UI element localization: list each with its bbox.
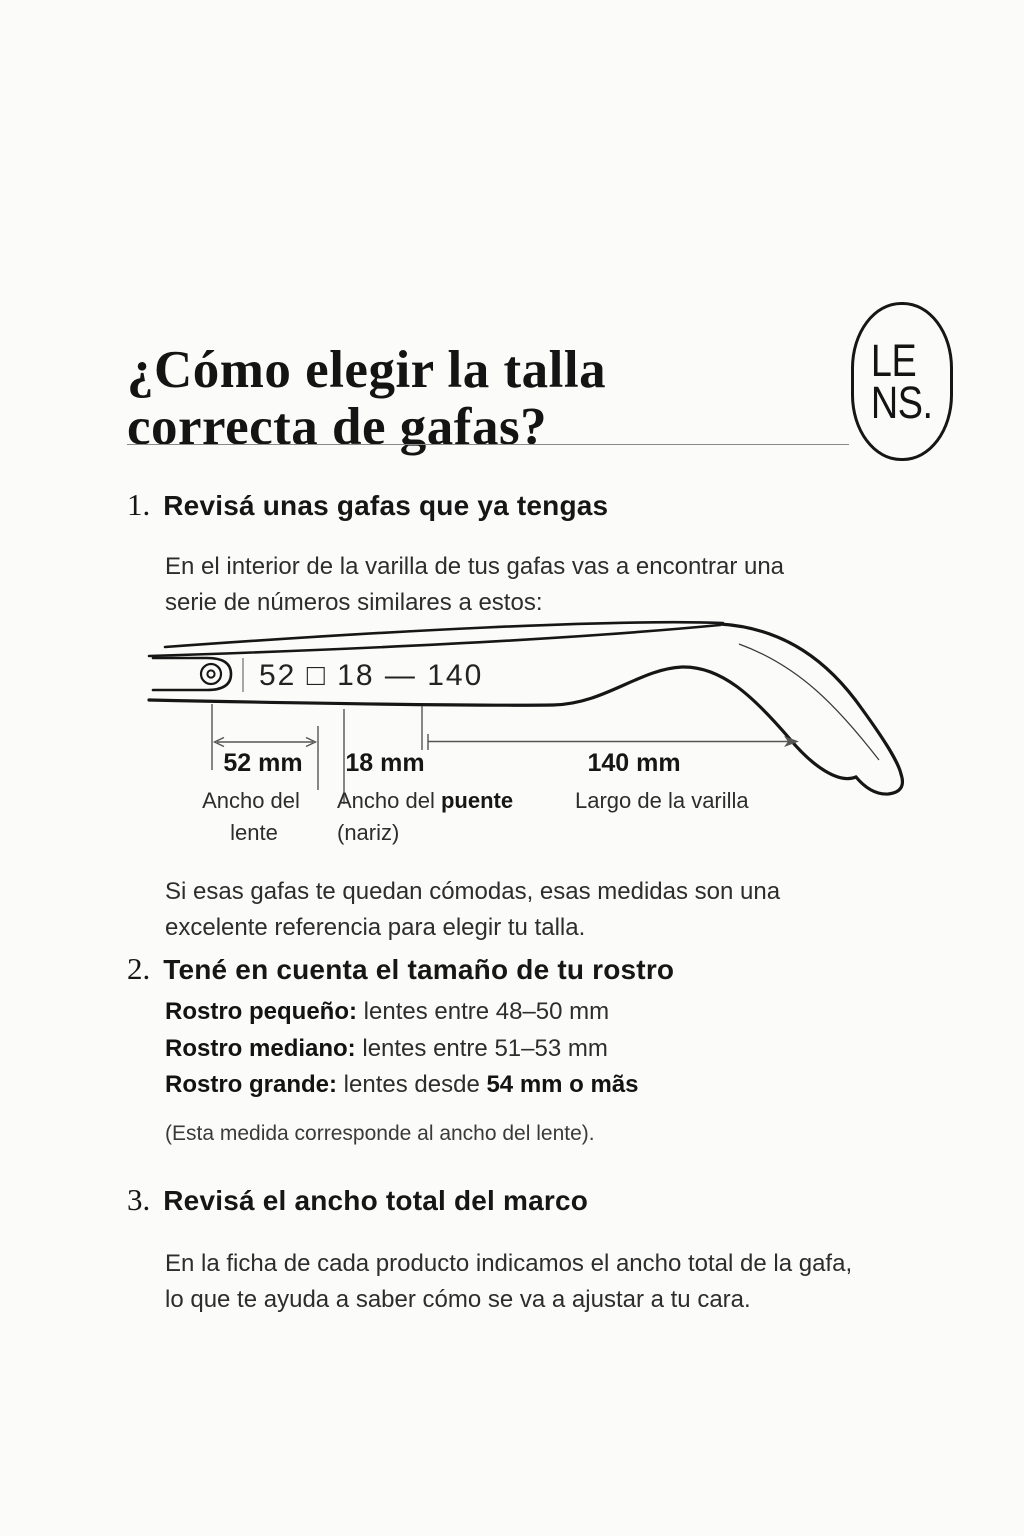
brand-logo	[851, 302, 953, 461]
face-size-large-text: lentes desde	[337, 1071, 487, 1098]
temple-length-value: 140 mm	[587, 749, 681, 777]
bridge-width-label-bold: puente	[440, 788, 514, 813]
lens-width-note: (Esta medida corresponde al ancho del lente).	[165, 1122, 595, 1145]
bridge-width-value: 18 mm	[345, 749, 425, 777]
lens-width-label-line2: lente	[230, 820, 278, 845]
section-1-title: Revisá unas gafas que ya tengas	[163, 490, 609, 521]
page-title-line1: ¿Cómo elegir la talla	[127, 340, 607, 399]
section-1-intro-line1: En el interior de la varilla de tus gafas vas a encontrar una	[165, 553, 785, 580]
face-size-item-small	[165, 994, 639, 1031]
temple-ear-tip	[856, 774, 902, 794]
header-divider	[127, 444, 849, 445]
brand-logo-line2: NS.	[871, 376, 933, 428]
section-3-heading	[127, 1182, 588, 1218]
section-3-number: 3.	[127, 1182, 151, 1217]
section-3-title: Revisá el ancho total del marco	[163, 1185, 589, 1216]
section-3-body	[165, 1246, 852, 1318]
section-1-outro-line2: excelente referencia para elegir tu talla.	[165, 914, 586, 941]
glasses-temple-diagram	[135, 612, 925, 857]
section-2-number: 2.	[127, 951, 151, 986]
bridge-width-label	[337, 788, 513, 813]
section-1-intro-line2: serie de números similares a estos:	[165, 589, 543, 616]
brand-logo-text	[871, 335, 933, 428]
section-2-heading	[127, 951, 674, 987]
section-3-body-line1: En la ficha de cada producto indicamos el ancho total de la gafa,	[165, 1250, 853, 1277]
section-1-outro	[165, 874, 780, 946]
face-size-large-bold: 54 mm o mãs	[486, 1071, 639, 1098]
hinge-screw-center-icon	[207, 670, 214, 677]
face-size-medium-label: Rostro mediano:	[165, 1034, 356, 1062]
lens-width-value: 52 mm	[223, 749, 303, 777]
temple-outer-ear-curve	[720, 624, 901, 774]
bridge-width-label-line2: (nariz)	[337, 820, 400, 845]
hinge-screw-icon	[201, 664, 221, 684]
section-3-body-line2: lo que te ayuda a saber cómo se va a ajustar a tu cara.	[165, 1286, 751, 1313]
bridge-width-label-prefix: Ancho del	[337, 788, 441, 813]
section-1-number: 1.	[127, 487, 151, 522]
temple-length-label: Largo de la varilla	[575, 788, 749, 813]
brand-logo-line1: LE	[871, 335, 917, 387]
face-size-small-label: Rostro pequeño:	[165, 998, 357, 1025]
page-title-line2: correcta de gafas?	[127, 397, 548, 456]
temple-size-code: 52 □ 18 — 140	[259, 659, 484, 692]
face-size-list	[165, 994, 639, 1104]
face-size-item-large	[165, 1067, 639, 1104]
page-title	[127, 342, 606, 456]
face-size-item-medium	[165, 1031, 639, 1068]
section-1-intro	[165, 549, 784, 621]
section-1-heading	[127, 487, 608, 523]
lens-width-label-line1: Ancho del	[202, 788, 300, 813]
face-size-medium-text: lentes entre 51–53 mm	[355, 1034, 608, 1062]
hinge-end-cap	[153, 658, 231, 690]
section-2-title: Tené en cuenta el tamaño de tu rostro	[163, 954, 675, 985]
face-size-large-label: Rostro grande:	[165, 1071, 338, 1098]
section-1-outro-line1: Si esas gafas te quedan cómodas, esas medidas son una	[165, 878, 781, 905]
face-size-small-text: lentes entre 48–50 mm	[357, 998, 610, 1025]
